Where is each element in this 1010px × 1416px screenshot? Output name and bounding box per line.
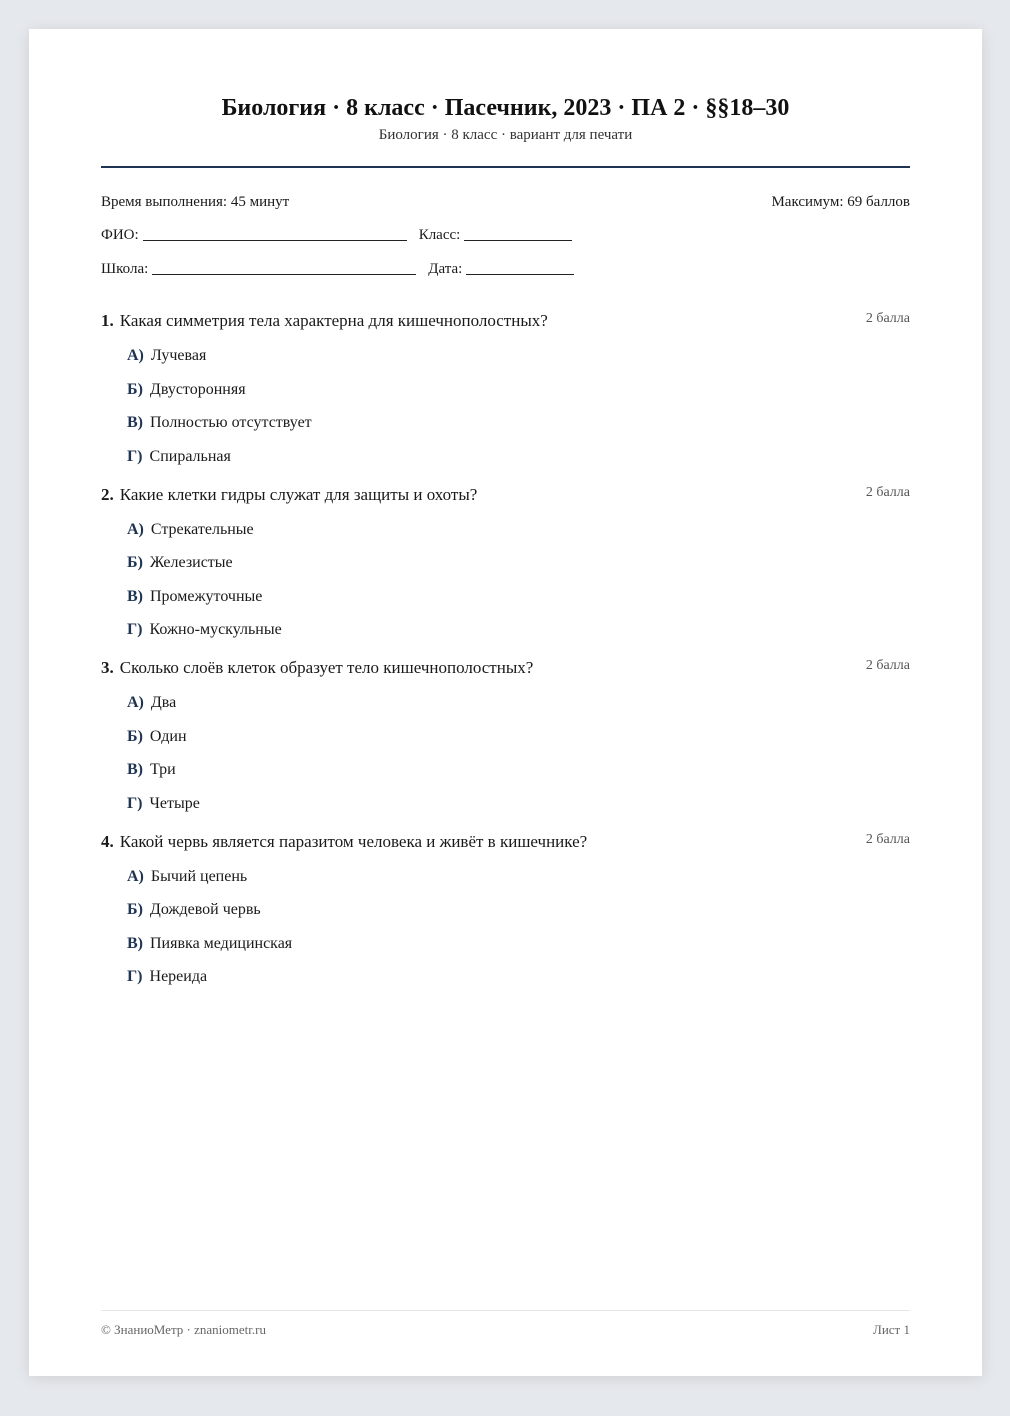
option-letter: А) [127, 694, 144, 711]
answer-option [127, 620, 910, 640]
school-blank-line [152, 260, 416, 275]
option-letter: Г) [127, 447, 143, 465]
page-subtitle: Биология · 8 класс · вариант для печати [378, 127, 633, 143]
option-text: Один [149, 727, 187, 745]
answer-options [101, 520, 910, 641]
question-number: 3. [101, 658, 114, 677]
question-text: Сколько слоёв клеток образует тело кишечнополостных? [119, 658, 534, 677]
answer-option [127, 867, 910, 887]
option-letter: Б) [127, 901, 143, 918]
question-text: Какие клетки гидры служат для защиты и охоты? [119, 484, 478, 504]
option-letter: В) [127, 934, 143, 952]
page-title: Биология · 8 класс · Пасечник, 2023 · ПА 2 · §§18–30 [221, 95, 790, 121]
answer-option [127, 380, 910, 400]
option-text: Два [150, 694, 177, 711]
document-sheet [29, 29, 982, 1376]
name-label: ФИО: [101, 227, 139, 243]
option-text: Спиральная [149, 447, 231, 465]
option-text: Железистые [149, 554, 233, 571]
question-text: Какой червь является паразитом человека и живёт в кишечнике? [119, 831, 588, 851]
answer-options [101, 867, 910, 988]
name-blank-line [143, 226, 407, 241]
option-letter: В) [127, 587, 143, 605]
answer-option [127, 587, 910, 607]
question-number: 4. [101, 831, 114, 851]
option-letter: Б) [127, 380, 143, 398]
class-blank-line [464, 226, 572, 241]
answer-options [101, 346, 910, 467]
answer-options [101, 693, 910, 814]
question-number: 2. [101, 484, 114, 504]
answer-option [127, 346, 910, 366]
option-letter: А) [127, 347, 144, 364]
answer-option [127, 934, 910, 954]
option-letter: Г) [127, 794, 143, 812]
footer-copyright: © ЗнаниоМетр · znaniometr.ru [101, 1322, 266, 1337]
option-text: Кожно-мускульные [149, 621, 282, 638]
question-1 [101, 310, 910, 467]
student-fields-row-2 [101, 259, 574, 279]
option-text: Лучевая [150, 347, 207, 364]
max-score: Максимум: 69 баллов [771, 194, 910, 210]
answer-option [127, 727, 910, 747]
answer-option [127, 447, 910, 467]
time-limit: Время выполнения: 45 минут [101, 194, 290, 210]
answer-option [127, 900, 910, 920]
option-letter: Г) [127, 968, 143, 985]
page-footer [101, 1321, 910, 1339]
header-divider [101, 166, 910, 168]
option-letter: В) [127, 761, 143, 778]
option-text: Четыре [149, 794, 200, 812]
question-points: 2 балла [865, 311, 910, 326]
student-fields-row-1 [101, 225, 572, 245]
answer-option [127, 794, 910, 814]
date-label: Дата: [428, 261, 463, 277]
answer-option [127, 760, 910, 780]
exam-meta [101, 192, 910, 212]
question-points: 2 балла [865, 831, 910, 847]
option-letter: Г) [127, 621, 143, 638]
option-letter: А) [127, 867, 144, 885]
option-letter: В) [127, 414, 143, 431]
answer-option [127, 520, 910, 540]
question-points: 2 балла [865, 658, 910, 673]
document-header [101, 93, 910, 145]
question-3 [101, 657, 910, 814]
option-letter: Б) [127, 554, 143, 571]
option-text: Бычий цепень [150, 867, 248, 885]
answer-option [127, 553, 910, 573]
question-4 [101, 831, 910, 988]
option-letter: А) [127, 520, 144, 538]
option-letter: Б) [127, 727, 143, 745]
class-label: Класс: [418, 227, 461, 243]
answer-option [127, 967, 910, 987]
question-2 [101, 484, 910, 641]
questions-list [101, 310, 910, 1004]
question-text: Какая симметрия тела характерна для кишечнополостных? [119, 311, 548, 330]
question-number: 1. [101, 311, 114, 330]
date-blank-line [466, 260, 574, 275]
answer-option [127, 413, 910, 433]
answer-option [127, 693, 910, 713]
option-text: Дождевой червь [149, 901, 261, 918]
option-text: Полностью отсутствует [150, 414, 312, 431]
option-text: Двусторонняя [149, 380, 246, 398]
question-points: 2 балла [865, 484, 910, 500]
option-text: Пиявка медицинская [150, 934, 293, 952]
school-label: Школа: [101, 261, 149, 277]
option-text: Три [150, 761, 176, 778]
option-text: Нереида [149, 968, 208, 985]
sheet-number: Лист 1 [873, 1322, 910, 1337]
footer-divider [101, 1310, 910, 1311]
option-text: Стрекательные [150, 520, 254, 538]
option-text: Промежуточные [150, 587, 263, 605]
